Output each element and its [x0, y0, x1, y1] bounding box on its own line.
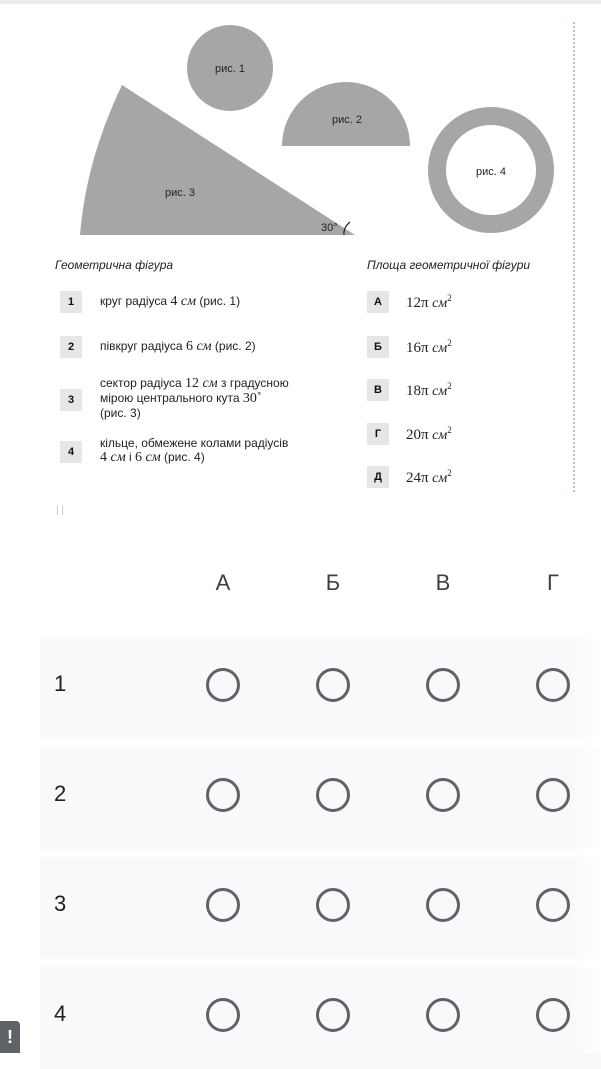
question-number: 3 — [60, 389, 82, 411]
column-header-g: Г — [547, 570, 559, 595]
radio-row2-g[interactable] — [536, 778, 570, 812]
question-number: 2 — [60, 336, 82, 358]
question-text: півкруг радіуса 6 см (рис. 2) — [100, 339, 256, 354]
radio-row2-v[interactable] — [426, 778, 460, 812]
question-text: сектор радіуса 12 см з градусною мірою центрального кута 30˚ (рис. 3) — [100, 376, 289, 420]
fig1-label: рис. 1 — [215, 63, 245, 75]
row-label: 2 — [54, 781, 67, 806]
radio-row4-b[interactable] — [316, 998, 350, 1032]
radio-row1-g[interactable] — [536, 668, 570, 702]
radio-row3-b[interactable] — [316, 888, 350, 922]
answer-letter: В — [367, 379, 389, 401]
answer-area: 16π $см^2$ — [406, 338, 452, 356]
answer-letter: Б — [367, 336, 389, 358]
question-text: кільце, обмежене колами радіусів 4 см і 6 см (рис. 4) — [100, 436, 289, 465]
angle-label: 30° — [321, 222, 338, 234]
answer-area: 12π $см^2$ — [406, 293, 452, 311]
figure-column-title: Геометрична фігура — [55, 258, 174, 272]
feedback-icon: ! — [7, 1027, 13, 1047]
answer-area: 20π $см^2$ — [406, 425, 452, 443]
column-header-v: В — [435, 570, 451, 595]
grid-row-1 — [40, 637, 601, 739]
fig2-label: рис. 2 — [332, 114, 362, 126]
radio-row2-b[interactable] — [316, 778, 350, 812]
radio-row1-v[interactable] — [426, 668, 460, 702]
answer-letter: Г — [367, 423, 389, 445]
grid-row-3 — [40, 857, 601, 959]
answer-letter: А — [367, 291, 389, 313]
feedback-button[interactable] — [0, 1021, 20, 1053]
radio-row4-a[interactable] — [206, 998, 240, 1032]
radio-row1-a[interactable] — [206, 668, 240, 702]
fig3-label: рис. 3 — [165, 187, 195, 199]
row-label: 1 — [54, 671, 67, 696]
answer-area: 24π $см^2$ — [406, 468, 452, 486]
radio-row3-g[interactable] — [536, 888, 570, 922]
area-column-title: Площа геометричної фігури — [367, 258, 531, 272]
radio-row4-v[interactable] — [426, 998, 460, 1032]
radio-row1-b[interactable] — [316, 668, 350, 702]
task-image — [0, 0, 601, 525]
row-label: 4 — [54, 1001, 67, 1026]
answer-letter: Д — [367, 466, 389, 488]
grid-row-2 — [40, 747, 601, 849]
fig4-label: рис. 4 — [476, 166, 506, 178]
page-marker: | | — [56, 505, 64, 516]
question-number: 4 — [60, 441, 82, 463]
question-number: 1 — [60, 291, 82, 313]
column-header-b: Б — [325, 570, 341, 595]
row-label: 3 — [54, 891, 67, 916]
question-text: круг радіуса 4 см (рис. 1) — [100, 294, 241, 309]
radio-row3-v[interactable] — [426, 888, 460, 922]
answer-area: 18π $см^2$ — [406, 381, 452, 399]
radio-row2-a[interactable] — [206, 778, 240, 812]
scroll-fade — [571, 630, 601, 1053]
radio-row3-a[interactable] — [206, 888, 240, 922]
grid-row-4 — [40, 967, 601, 1069]
radio-row4-g[interactable] — [536, 998, 570, 1032]
column-header-a: А — [215, 570, 231, 595]
